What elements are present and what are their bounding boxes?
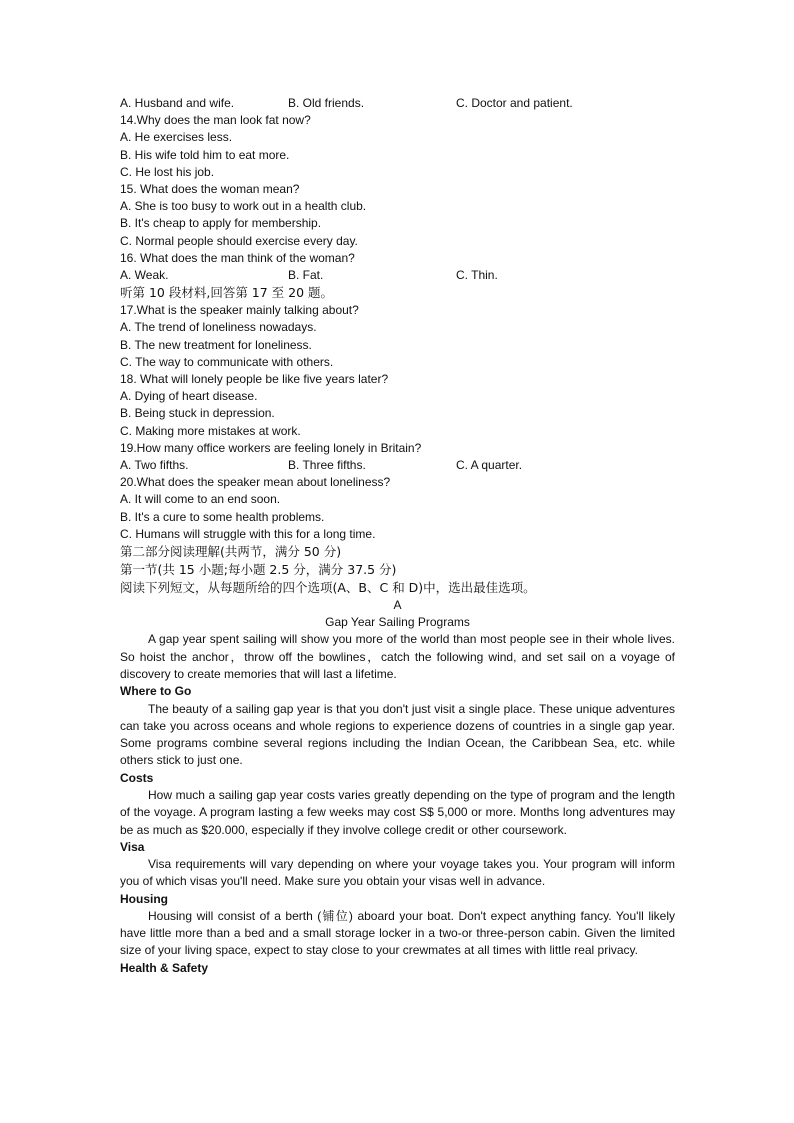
q18-question: 18. What will lonely people be like five years later?: [120, 372, 389, 387]
q17-question: 17.What is the speaker mainly talking about?: [120, 303, 359, 318]
q13-option-b: B. Old friends.: [288, 96, 365, 110]
q20-question: 20.What does the speaker mean about loneliness?: [120, 475, 391, 490]
q18-option-b: B. Being stuck in depression.: [120, 406, 275, 421]
q16-option-c: C. Thin.: [456, 268, 498, 283]
q17-option-b: B. The new treatment for loneliness.: [120, 337, 312, 352]
q19-option-b: B. Three fifths.: [288, 458, 366, 473]
q19-question: 19.How many office workers are feeling lonely in Britain?: [120, 440, 422, 455]
q14-option-c: C. He lost his job.: [120, 164, 215, 179]
heading-where-to-go: Where to Go: [120, 684, 192, 699]
q14-question: 14.Why does the man look fat now?: [120, 113, 311, 128]
heading-housing: Housing: [120, 891, 168, 906]
paragraph-costs: How much a sailing gap year costs varies greatly depending on the type of program and the length of the voyage. A program lasting a few weeks may cost S$ 5,000 or more. Months long adventures may be as much as $20.000, especially if they involve college credit or other coursework.: [120, 787, 675, 837]
section10-instruction: 听第 10 段材料,回答第 17 至 20 题。: [120, 285, 334, 301]
heading-costs: Costs: [120, 770, 154, 785]
reading-instruction: 阅读下列短文，从每题所给的四个选项(A、B、C 和 D)中，选出最佳选项。: [120, 580, 536, 596]
q13-option-c: C. Doctor and patient.: [456, 96, 573, 110]
passage-title: Gap Year Sailing Programs: [325, 615, 470, 630]
heading-visa: Visa: [120, 839, 145, 854]
q16-options: [120, 267, 675, 284]
exam-page: [120, 95, 675, 977]
q15-option-c: C. Normal people should exercise every day.: [120, 233, 358, 248]
q17-option-c: C. The way to communicate with others.: [120, 354, 334, 369]
q14-option-b: B. His wife told him to eat more.: [120, 147, 290, 162]
paragraph-visa: Visa requirements will vary depending on where your voyage takes you. Your program will inform you of which visas you'll need. Make sure you obtain your visas well in advance.: [120, 857, 675, 889]
q19-option-a: A. Two fifths.: [120, 458, 189, 473]
reading-section-title: 第一节(共 15 小题;每小题 2.5 分，满分 37.5 分): [120, 562, 397, 578]
q15-question: 15. What does the woman mean?: [120, 182, 300, 197]
q20-option-c: C. Humans will struggle with this for a long time.: [120, 526, 376, 541]
q13-option-a: A. Husband and wife.: [120, 96, 235, 110]
passage-intro: A gap year spent sailing will show you more of the world than most people see in their whole lives. So hoist the anchor，throw off the bowlines，catch the following wind, and set sail on a voyage of discovery to create memories that will last a lifetime.: [120, 632, 675, 682]
q19-option-c: C. A quarter.: [456, 458, 523, 473]
q17-option-a: A. The trend of loneliness nowadays.: [120, 320, 317, 335]
q19-options: [120, 457, 675, 474]
paragraph-housing: Housing will consist of a berth (铺位) aboard your boat. Don't expect anything fancy. You'll likely have little more than a bed and a small storage locker in a two-or three-person cabin. Given the limited size of your living space, expect to stay close to your crewmates at all times with little real privacy.: [120, 908, 675, 958]
q16-question: 16. What does the man think of the woman?: [120, 250, 355, 265]
q18-option-c: C. Making more mistakes at work.: [120, 423, 301, 438]
q18-option-a: A. Dying of heart disease.: [120, 389, 258, 404]
paragraph-where-to-go: The beauty of a sailing gap year is that you don't just visit a single place. These unique adventures can take you across oceans and whole regions to experience dozens of countries in a single gap year. Some programs combine several regions including the Indian Ocean, the Caribbean Sea, etc. while others stick to just one.: [120, 701, 675, 768]
q15-option-a: A. She is too busy to work out in a health club.: [120, 199, 367, 214]
q14-option-a: A. He exercises less.: [120, 130, 233, 145]
q20-option-b: B. It's a cure to some health problems.: [120, 509, 325, 524]
q16-option-a: A. Weak.: [120, 268, 169, 283]
passage-letter: A: [393, 598, 402, 613]
heading-health-safety: Health & Safety: [120, 960, 209, 975]
q13-options: [120, 95, 675, 112]
q15-option-b: B. It's cheap to apply for membership.: [120, 216, 322, 231]
reading-part-title: 第二部分阅读理解(共两节，满分 50 分): [120, 544, 342, 560]
q20-option-a: A. It will come to an end soon.: [120, 492, 281, 507]
q16-option-b: B. Fat.: [288, 268, 324, 283]
